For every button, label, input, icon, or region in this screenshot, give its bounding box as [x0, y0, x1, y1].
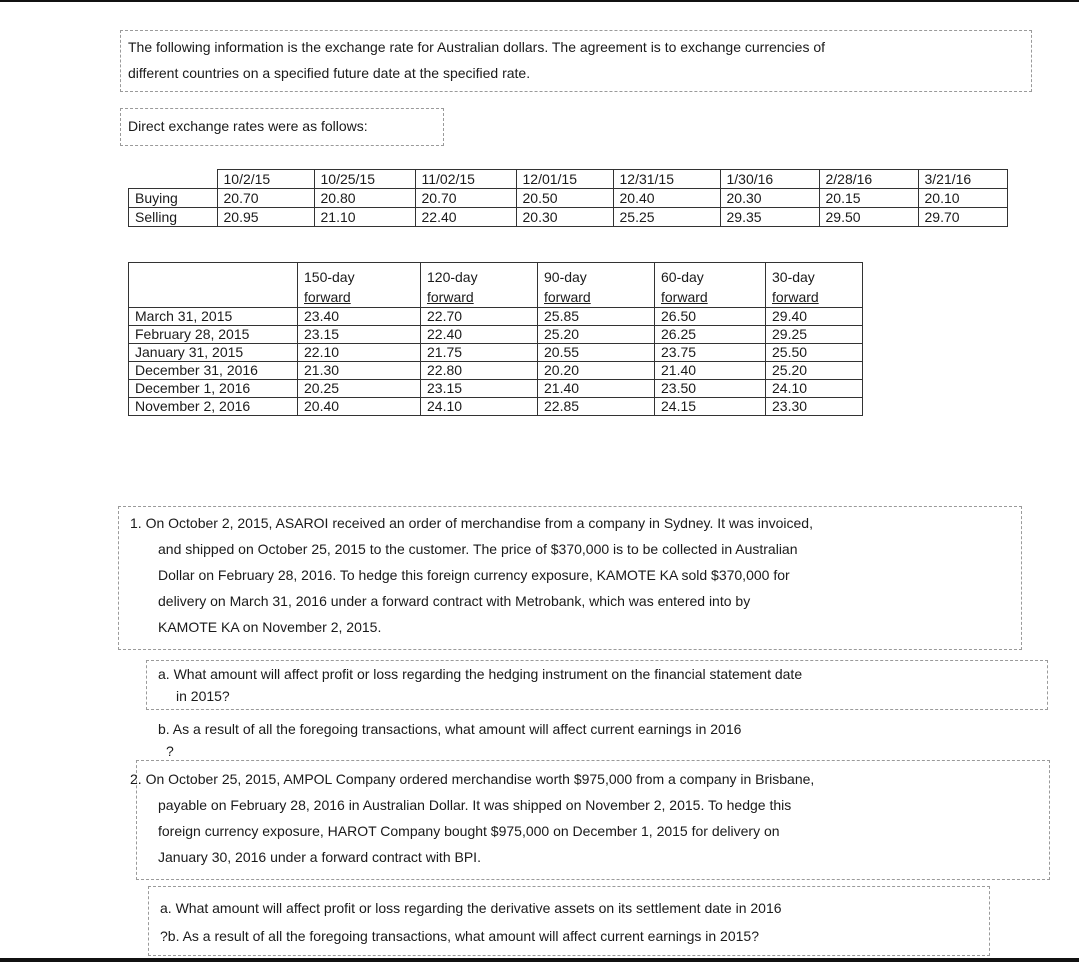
spot-date: 1/30/16 — [720, 170, 819, 189]
forward-value: 26.50 — [655, 308, 766, 326]
spot-date: 10/2/15 — [217, 170, 314, 189]
spot-value: 22.40 — [415, 208, 516, 227]
forward-value: 29.40 — [766, 308, 863, 326]
spot-date: 12/31/15 — [613, 170, 720, 189]
spot-row-selling — [129, 208, 1008, 227]
forward-value: 23.15 — [298, 326, 421, 344]
forward-row-date: February 28, 2015 — [129, 326, 298, 344]
q1a-line: a. What amount will affect profit or loss regarding the hedging instrument on the financial statement date — [158, 666, 803, 682]
forward-value: 23.50 — [655, 380, 766, 398]
q1a-paragraph — [158, 663, 802, 707]
spot-value: 20.10 — [918, 189, 1007, 208]
q1b-paragraph — [158, 718, 741, 762]
forward-value: 20.20 — [538, 362, 655, 380]
spot-table-header-row — [129, 170, 1008, 189]
spot-value: 21.10 — [314, 208, 415, 227]
q2-line: January 30, 2016 under a forward contract with BPI. — [158, 849, 481, 865]
forward-value: 22.80 — [421, 362, 538, 380]
forward-value: 24.15 — [655, 398, 766, 416]
forward-header-line: forward — [772, 289, 819, 305]
forward-value: 22.70 — [421, 308, 538, 326]
spot-row-label: Selling — [129, 208, 218, 227]
forward-row — [129, 362, 863, 380]
forward-value: 22.85 — [538, 398, 655, 416]
forward-row — [129, 398, 863, 416]
forward-value: 25.20 — [766, 362, 863, 380]
intro-line-2: different countries on a specified future date at the specified rate. — [128, 65, 531, 81]
spot-value: 20.95 — [217, 208, 314, 227]
forward-value: 23.15 — [421, 380, 538, 398]
q2a-line: a. What amount will affect profit or loss regarding the derivative assets on its settlement date in 2016 — [160, 900, 782, 916]
forward-value: 25.85 — [538, 308, 655, 326]
spot-table-corner — [129, 170, 218, 189]
spot-row-buying — [129, 189, 1008, 208]
direct-label: Direct exchange rates were as follows: — [128, 118, 368, 134]
forward-header-line: forward — [427, 289, 474, 305]
forward-value: 23.75 — [655, 344, 766, 362]
q1-line: delivery on March 31, 2016 under a forward contract with Metrobank, which was entered into by — [158, 593, 751, 609]
spot-value: 20.30 — [720, 189, 819, 208]
q2b-line: ?b. As a result of all the foregoing transactions, what amount will affect current earnings in 2015? — [160, 928, 759, 944]
top-rule — [0, 0, 1079, 2]
forward-row-date: January 31, 2015 — [129, 344, 298, 362]
forward-table-corner — [129, 263, 298, 308]
spot-row-label: Buying — [129, 189, 218, 208]
bottom-rule — [0, 958, 1079, 962]
forward-value: 24.10 — [421, 398, 538, 416]
forward-header-line: forward — [661, 289, 708, 305]
forward-header-line: 60-day — [661, 269, 704, 285]
q1-paragraph — [130, 510, 813, 640]
forward-value: 22.40 — [421, 326, 538, 344]
forward-header-line: forward — [544, 289, 591, 305]
forward-value: 25.50 — [766, 344, 863, 362]
q1-line: and shipped on October 25, 2015 to the customer. The price of $370,000 is to be collected in Australian — [158, 541, 798, 557]
spot-value: 20.40 — [613, 189, 720, 208]
q2ab-paragraph — [160, 894, 782, 950]
forward-header — [298, 263, 421, 308]
q1b-line: b. As a result of all the foregoing transactions, what amount will affect current earnings in 2016 — [158, 721, 742, 737]
spot-value: 29.35 — [720, 208, 819, 227]
forward-header-line: 90-day — [544, 269, 587, 285]
forward-header — [538, 263, 655, 308]
q1-line: 1. On October 2, 2015, ASAROI received an order of merchandise from a company in Sydney. It was invoiced, — [130, 515, 813, 531]
forward-header — [421, 263, 538, 308]
spot-value: 25.25 — [613, 208, 720, 227]
forward-value: 25.20 — [538, 326, 655, 344]
spot-value: 20.30 — [516, 208, 613, 227]
forward-value: 21.30 — [298, 362, 421, 380]
spot-rate-table — [128, 169, 1008, 227]
spot-date: 3/21/16 — [918, 170, 1007, 189]
spot-value: 20.50 — [516, 189, 613, 208]
spot-value: 20.80 — [314, 189, 415, 208]
forward-value: 22.10 — [298, 344, 421, 362]
forward-row — [129, 380, 863, 398]
forward-header-line: 150-day — [304, 269, 355, 285]
forward-value: 20.40 — [298, 398, 421, 416]
forward-header — [766, 263, 863, 308]
forward-value: 20.55 — [538, 344, 655, 362]
forward-value: 21.40 — [655, 362, 766, 380]
forward-row — [129, 344, 863, 362]
q1-line: KAMOTE KA on November 2, 2015. — [158, 619, 382, 635]
q2-paragraph — [130, 766, 814, 870]
spot-date: 10/25/15 — [314, 170, 415, 189]
spot-value: 20.70 — [415, 189, 516, 208]
q2-line: 2. On October 25, 2015, AMPOL Company ordered merchandise worth $975,000 from a company in Brisbane, — [130, 771, 815, 787]
forward-header-line: 30-day — [772, 269, 815, 285]
forward-value: 20.25 — [298, 380, 421, 398]
spot-value: 20.15 — [819, 189, 918, 208]
forward-header-line: 120-day — [427, 269, 478, 285]
spot-value: 20.70 — [217, 189, 314, 208]
forward-row — [129, 326, 863, 344]
q1b-line: ? — [166, 743, 174, 759]
forward-row-date: November 2, 2016 — [129, 398, 298, 416]
forward-header-line: forward — [304, 289, 351, 305]
forward-value: 21.75 — [421, 344, 538, 362]
forward-value: 29.25 — [766, 326, 863, 344]
forward-value: 24.10 — [766, 380, 863, 398]
spot-date: 12/01/15 — [516, 170, 613, 189]
q1-line: Dollar on February 28, 2016. To hedge this foreign currency exposure, KAMOTE KA sold $370,000 for — [158, 567, 790, 583]
spot-value: 29.50 — [819, 208, 918, 227]
forward-row-date: December 31, 2016 — [129, 362, 298, 380]
forward-value: 21.40 — [538, 380, 655, 398]
q1a-line: in 2015? — [176, 688, 230, 704]
forward-value: 26.25 — [655, 326, 766, 344]
forward-header — [655, 263, 766, 308]
spot-value: 29.70 — [918, 208, 1007, 227]
forward-rate-table — [128, 262, 863, 416]
spot-date: 11/02/15 — [415, 170, 516, 189]
forward-table-header-row — [129, 263, 863, 308]
q2-line: foreign currency exposure, HAROT Company bought $975,000 on December 1, 2015 for delivery on — [158, 823, 780, 839]
q2-line: payable on February 28, 2016 in Australian Dollar. It was shipped on November 2, 2015. To hedge this — [158, 797, 792, 813]
intro-line-1: The following information is the exchange rate for Australian dollars. The agreement is to exchange currencies of — [128, 39, 826, 55]
forward-row — [129, 308, 863, 326]
forward-row-date: March 31, 2015 — [129, 308, 298, 326]
forward-value: 23.30 — [766, 398, 863, 416]
forward-value: 23.40 — [298, 308, 421, 326]
spot-date: 2/28/16 — [819, 170, 918, 189]
forward-row-date: December 1, 2016 — [129, 380, 298, 398]
